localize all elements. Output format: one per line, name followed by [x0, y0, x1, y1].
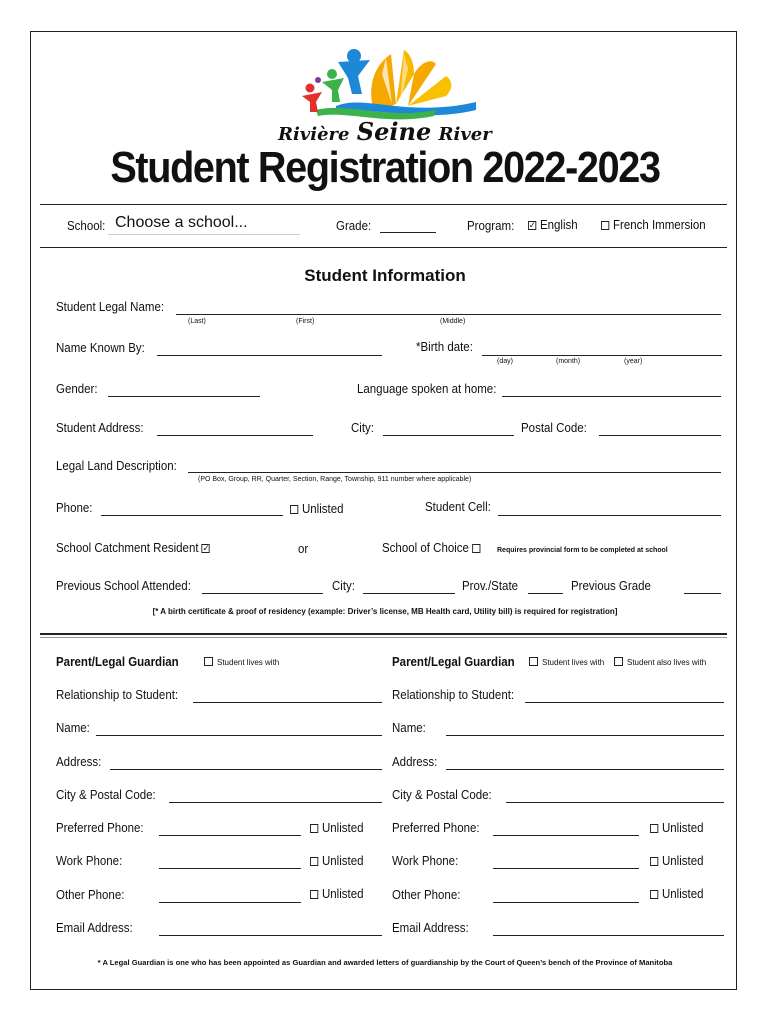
gr-relationship-field[interactable] [525, 702, 724, 703]
gr-other-unlisted[interactable] [650, 887, 704, 901]
gl-relationship-field[interactable] [193, 702, 382, 703]
french-checkbox[interactable] [601, 221, 609, 230]
choice-label: School of Choice [382, 541, 469, 555]
gender-field[interactable] [108, 396, 260, 397]
choice-option[interactable] [382, 541, 484, 555]
gr-work-label: Work Phone: [392, 854, 459, 868]
gr-name-field[interactable] [446, 735, 724, 736]
gl-work-label: Work Phone: [56, 854, 123, 868]
gr-address-label: Address: [392, 755, 438, 769]
birth-label: *Birth date: [416, 340, 473, 354]
catchment-label: School Catchment Resident [56, 541, 199, 555]
logo-word-mid: Seine [356, 117, 432, 146]
prev-grade-label: Previous Grade [571, 579, 651, 593]
gr-work-field[interactable] [493, 868, 639, 869]
gr-address-field[interactable] [446, 769, 724, 770]
unlisted-label: Unlisted [321, 887, 364, 901]
english-label: English [539, 218, 578, 232]
choice-checkbox[interactable] [472, 544, 480, 553]
gr-city-field[interactable] [506, 802, 724, 803]
unlisted-checkbox[interactable] [650, 890, 658, 899]
last-hint: (Last) [188, 318, 206, 325]
first-hint: (First) [296, 318, 315, 325]
divider [40, 633, 727, 635]
guardian-right-also-lives-with[interactable] [614, 657, 706, 667]
gr-city-label: City & Postal Code: [392, 788, 492, 802]
school-underline [108, 234, 300, 235]
gr-work-unlisted[interactable] [650, 854, 704, 868]
unlisted-checkbox[interactable] [290, 505, 298, 514]
gr-relationship-label: Relationship to Student: [392, 688, 515, 702]
land-hint: (PO Box, Group, RR, Quarter, Section, Range, Township, 911 number where applicable) [198, 476, 472, 483]
address-label: Student Address: [56, 421, 144, 435]
guardian-left-heading: Parent/Legal Guardian [56, 655, 179, 669]
gl-relationship-label: Relationship to Student: [56, 688, 179, 702]
gr-preferred-label: Preferred Phone: [392, 821, 480, 835]
divider [40, 247, 727, 248]
unlisted-checkbox[interactable] [650, 824, 658, 833]
lives-with-label: Student lives with [217, 658, 280, 667]
french-label: French Immersion [612, 218, 706, 232]
unlisted-label: Unlisted [321, 854, 364, 868]
legal-name-field[interactable] [176, 314, 721, 315]
also-lives-with-checkbox[interactable] [614, 657, 623, 666]
logo-wordmark [278, 117, 492, 146]
prev-school-label: Previous School Attended: [56, 579, 191, 593]
unlisted-checkbox[interactable] [310, 890, 318, 899]
unlisted-checkbox[interactable] [650, 857, 658, 866]
year-hint: (year) [624, 358, 643, 365]
gl-other-label: Other Phone: [56, 888, 125, 902]
catchment-checkbox[interactable] [202, 544, 210, 553]
sun-icon [371, 50, 451, 112]
school-label: School: [67, 219, 106, 233]
unlisted-label: Unlisted [661, 887, 704, 901]
prov-label: Prov./State [462, 579, 519, 593]
gl-city-field[interactable] [169, 802, 382, 803]
gl-other-field[interactable] [159, 902, 301, 903]
phone-unlisted[interactable] [290, 502, 344, 516]
known-by-label: Name Known By: [56, 341, 145, 355]
city-label: City: [351, 421, 374, 435]
unlisted-label: Unlisted [301, 502, 344, 516]
english-checkbox[interactable] [528, 221, 536, 230]
lives-with-checkbox[interactable] [529, 657, 538, 666]
city-field[interactable] [383, 435, 514, 436]
postal-label: Postal Code: [521, 421, 587, 435]
unlisted-label: Unlisted [661, 854, 704, 868]
known-by-field[interactable] [157, 355, 382, 356]
guardian-right-heading: Parent/Legal Guardian [392, 655, 515, 669]
month-hint: (month) [556, 358, 581, 365]
day-hint: (day) [497, 358, 513, 365]
gl-other-unlisted[interactable] [310, 887, 364, 901]
divider [40, 637, 727, 638]
prev-city-label: City: [332, 579, 355, 593]
birth-field[interactable] [482, 355, 722, 356]
gr-other-label: Other Phone: [392, 888, 461, 902]
guardian-footnote: * A Legal Guardian is one who has been appointed as Guardian and awarded letters of guardianship by the Court of Queen’s bench of the Province of Manitoba [97, 958, 673, 967]
unlisted-checkbox[interactable] [310, 824, 318, 833]
unlisted-checkbox[interactable] [310, 857, 318, 866]
land-label: Legal Land Description: [56, 459, 177, 473]
choice-note: Requires provincial form to be completed at school [497, 547, 668, 554]
cell-field[interactable] [498, 515, 721, 516]
legal-name-label: Student Legal Name: [56, 300, 165, 314]
address-field[interactable] [157, 435, 313, 436]
gl-email-label: Email Address: [56, 921, 133, 935]
lives-with-checkbox[interactable] [204, 657, 213, 666]
cell-label: Student Cell: [425, 500, 491, 514]
guardian-left-lives-with[interactable] [204, 657, 279, 667]
residency-note: [* A birth certificate & proof of residency (example: Driver’s license, MB Health card, Utility bill) is required for registration] [152, 607, 618, 616]
gr-preferred-unlisted[interactable] [650, 821, 704, 835]
gl-work-unlisted[interactable] [310, 854, 364, 868]
gl-city-label: City & Postal Code: [56, 788, 156, 802]
gl-work-field[interactable] [159, 868, 301, 869]
gr-email-label: Email Address: [392, 921, 469, 935]
catchment-option[interactable] [56, 541, 214, 555]
gr-other-field[interactable] [493, 902, 639, 903]
language-field[interactable] [502, 396, 721, 397]
gl-email-field[interactable] [159, 935, 382, 936]
prev-grade-field[interactable] [684, 593, 721, 594]
gr-preferred-field[interactable] [493, 835, 639, 836]
gl-name-label: Name: [56, 721, 90, 735]
english-option[interactable] [528, 218, 578, 232]
lives-with-label: Student lives with [542, 658, 605, 667]
also-lives-with-label: Student also lives with [627, 658, 707, 667]
gl-address-label: Address: [56, 755, 102, 769]
phone-field[interactable] [101, 515, 283, 516]
grade-label: Grade: [336, 219, 372, 233]
gender-label: Gender: [56, 382, 98, 396]
unlisted-label: Unlisted [661, 821, 704, 835]
prev-school-field[interactable] [202, 593, 323, 594]
gl-preferred-unlisted[interactable] [310, 821, 364, 835]
program-label: Program: [467, 219, 515, 233]
postal-field[interactable] [599, 435, 721, 436]
divider [40, 204, 727, 205]
prev-city-field[interactable] [363, 593, 455, 594]
gl-name-field[interactable] [96, 735, 382, 736]
prov-field[interactable] [528, 593, 563, 594]
unlisted-label: Unlisted [321, 821, 364, 835]
section-title: Student Information [304, 266, 466, 285]
page-title: Student Registration 2022-2023 [110, 143, 660, 192]
or-label: or [298, 542, 309, 556]
land-field[interactable] [188, 472, 721, 473]
gr-name-label: Name: [392, 721, 426, 735]
school-select[interactable]: Choose a school... [115, 214, 248, 231]
gl-address-field[interactable] [110, 769, 382, 770]
gr-email-field[interactable] [493, 935, 724, 936]
middle-hint: (Middle) [440, 318, 466, 325]
gl-preferred-label: Preferred Phone: [56, 821, 144, 835]
french-option[interactable] [601, 218, 706, 232]
language-label: Language spoken at home: [357, 382, 497, 396]
gl-preferred-field[interactable] [159, 835, 301, 836]
guardian-right-lives-with[interactable] [529, 657, 604, 667]
logo-word-left: Rivière [278, 124, 350, 145]
grade-field[interactable] [380, 232, 436, 233]
phone-label: Phone: [56, 501, 93, 515]
river-seine-logo [296, 44, 486, 124]
logo-word-right: River [438, 124, 492, 145]
